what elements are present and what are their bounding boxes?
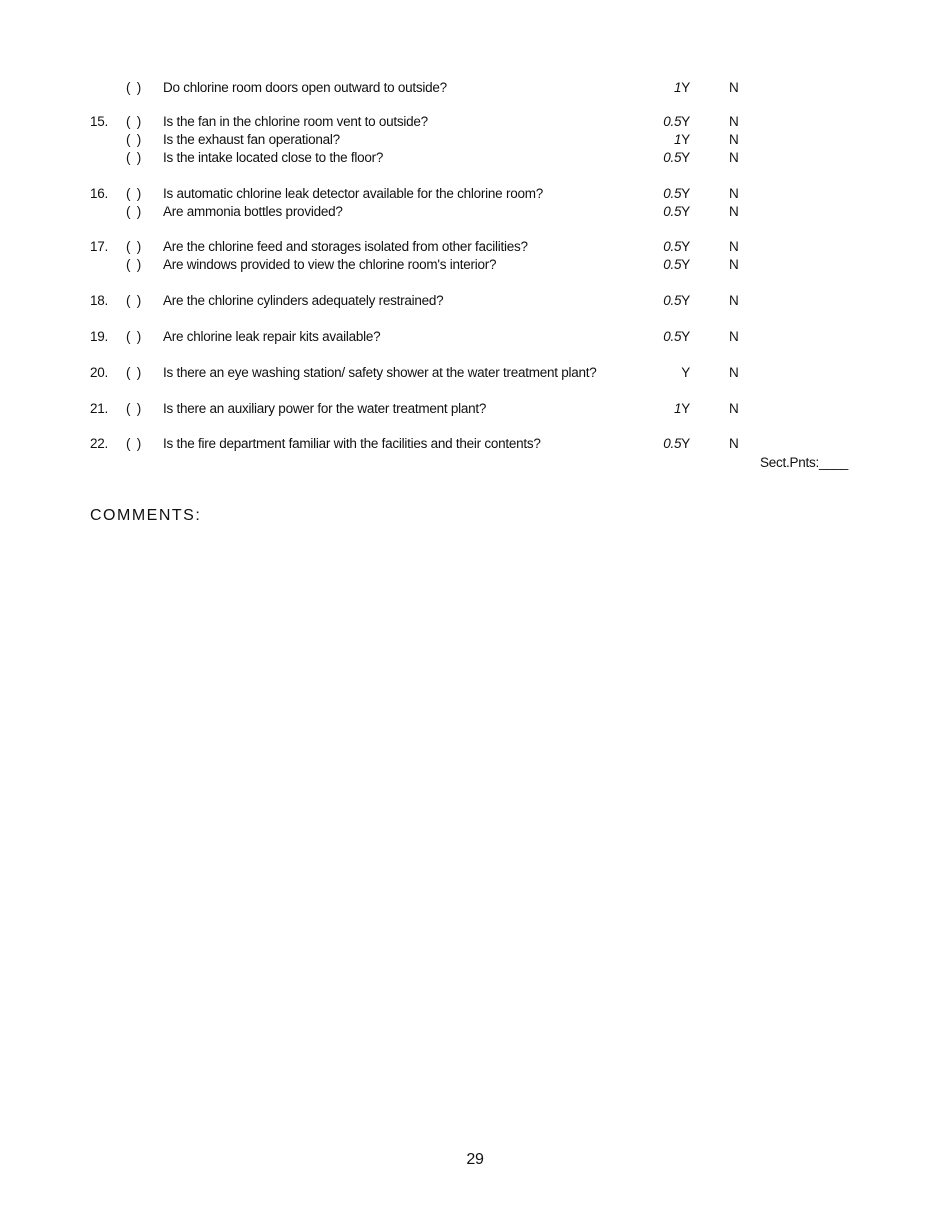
checklist-item [0, 113, 950, 131]
checklist-item [0, 79, 950, 97]
no-option: N [729, 257, 739, 272]
checklist-item [0, 435, 950, 453]
yes-label: Y [681, 239, 690, 254]
no-option: N [729, 114, 739, 129]
yes-option [640, 364, 690, 382]
points-value: 0.5 [663, 293, 682, 308]
no-option: N [729, 204, 739, 219]
checklist-item [0, 400, 950, 418]
no-option: N [729, 436, 739, 451]
checklist-item [0, 185, 950, 203]
yes-option [640, 149, 690, 167]
question-text: Are the chlorine feed and storages isolated from other facilities? [163, 239, 528, 254]
yes-label: Y [681, 150, 690, 165]
no-option: N [729, 293, 739, 308]
question-text: Are chlorine leak repair kits available? [163, 329, 381, 344]
yes-label: Y [681, 329, 690, 344]
comments-heading: COMMENTS: [90, 507, 202, 524]
answer-checkbox[interactable]: ( ) [126, 329, 141, 344]
yes-option [640, 400, 690, 418]
yes-label: Y [681, 186, 690, 201]
yes-option [640, 292, 690, 310]
points-value: 1 [673, 401, 682, 416]
answer-checkbox[interactable]: ( ) [126, 365, 141, 380]
points-value: 0.5 [663, 186, 682, 201]
checklist-item [0, 292, 950, 310]
no-option: N [729, 150, 739, 165]
yes-label: Y [681, 114, 690, 129]
answer-checkbox[interactable]: ( ) [126, 401, 141, 416]
checklist-item [0, 238, 950, 256]
no-option: N [729, 80, 739, 95]
yes-option [640, 79, 690, 97]
checklist-item [0, 364, 950, 382]
question-text: Is the fire department familiar with the facilities and their contents? [163, 436, 541, 451]
answer-checkbox[interactable]: ( ) [126, 132, 141, 147]
item-number: 20. [90, 365, 109, 380]
answer-checkbox[interactable]: ( ) [126, 150, 141, 165]
no-option: N [729, 239, 739, 254]
no-option: N [729, 132, 739, 147]
question-text: Is the exhaust fan operational? [163, 132, 340, 147]
yes-label: Y [681, 365, 690, 380]
no-option: N [729, 365, 739, 380]
section-points: Sect.Pnts:____ [760, 455, 849, 470]
question-text: Do chlorine room doors open outward to outside? [163, 80, 447, 95]
answer-checkbox[interactable]: ( ) [126, 239, 141, 254]
points-value: 0.5 [663, 239, 682, 254]
question-text: Is the intake located close to the floor? [163, 150, 384, 165]
question-text: Is there an auxiliary power for the water treatment plant? [163, 401, 487, 416]
points-value: 0.5 [663, 257, 682, 272]
question-text: Are the chlorine cylinders adequately restrained? [163, 293, 444, 308]
answer-checkbox[interactable]: ( ) [126, 186, 141, 201]
points-value: 0.5 [663, 436, 682, 451]
points-value: 0.5 [663, 150, 682, 165]
points-value: 1 [673, 80, 682, 95]
item-number: 21. [90, 401, 109, 416]
checklist-item [0, 203, 950, 221]
answer-checkbox[interactable]: ( ) [126, 293, 141, 308]
yes-option [640, 435, 690, 453]
page-number: 29 [466, 1151, 484, 1168]
item-number: 19. [90, 329, 109, 344]
yes-option [640, 238, 690, 256]
checklist-item [0, 149, 950, 167]
answer-checkbox[interactable]: ( ) [126, 257, 141, 272]
answer-checkbox[interactable]: ( ) [126, 204, 141, 219]
answer-checkbox[interactable]: ( ) [126, 114, 141, 129]
item-number: 16. [90, 186, 109, 201]
no-option: N [729, 186, 739, 201]
yes-label: Y [681, 293, 690, 308]
yes-option [640, 256, 690, 274]
points-value: 0.5 [663, 329, 682, 344]
no-option: N [729, 401, 739, 416]
question-text: Is there an eye washing station/ safety shower at the water treatment plant? [163, 365, 597, 380]
yes-label: Y [681, 257, 690, 272]
yes-label: Y [681, 132, 690, 147]
question-text: Is automatic chlorine leak detector available for the chlorine room? [163, 186, 543, 201]
yes-option [640, 131, 690, 149]
checklist-item [0, 256, 950, 274]
question-text: Are windows provided to view the chlorine room's interior? [163, 257, 497, 272]
yes-label: Y [681, 401, 690, 416]
item-number: 17. [90, 239, 109, 254]
no-option: N [729, 329, 739, 344]
yes-label: Y [681, 436, 690, 451]
answer-checkbox[interactable]: ( ) [126, 436, 141, 451]
points-value: 1 [673, 132, 682, 147]
question-text: Is the fan in the chlorine room vent to outside? [163, 114, 428, 129]
item-number: 18. [90, 293, 109, 308]
points-value: 0.5 [663, 114, 682, 129]
yes-option [640, 185, 690, 203]
yes-label: Y [681, 204, 690, 219]
checklist-item [0, 328, 950, 346]
checklist-item [0, 131, 950, 149]
points-value: 0.5 [663, 204, 682, 219]
yes-label: Y [681, 80, 690, 95]
question-text: Are ammonia bottles provided? [163, 204, 343, 219]
yes-option [640, 328, 690, 346]
item-number: 15. [90, 114, 109, 129]
answer-checkbox[interactable]: ( ) [126, 80, 141, 95]
item-number: 22. [90, 436, 109, 451]
yes-option [640, 113, 690, 131]
yes-option [640, 203, 690, 221]
